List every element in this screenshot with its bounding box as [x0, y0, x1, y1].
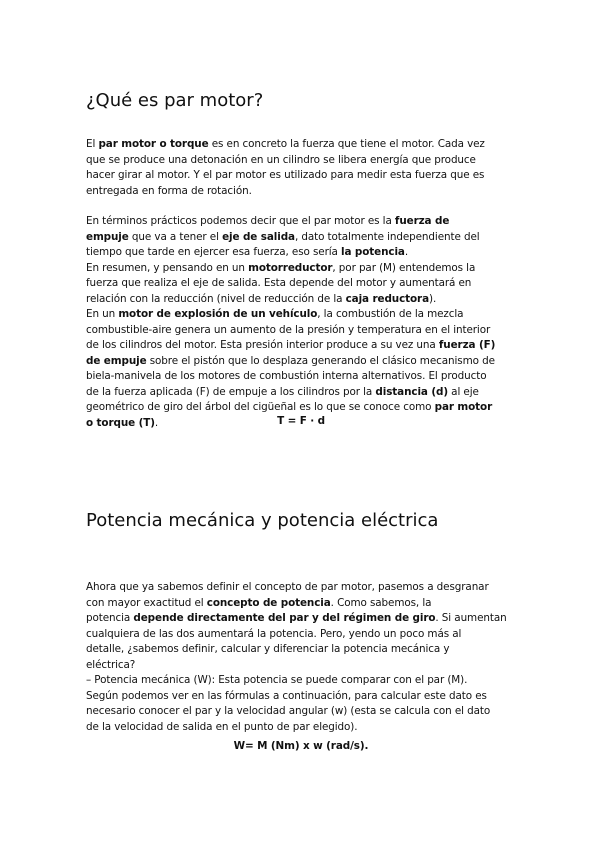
- text-segment: potencia: [86, 612, 134, 624]
- paragraph-par-motor-details: [86, 214, 516, 431]
- bold-text: par motor o torque: [98, 138, 209, 150]
- text-line: [86, 385, 516, 401]
- bold-text: motorreductor: [248, 261, 333, 274]
- text-line: [86, 168, 516, 184]
- text-segment: de la fuerza aplicada (F) de empuje a los cilindros por la: [86, 385, 376, 398]
- text-line: [86, 338, 516, 354]
- text-line: [86, 580, 516, 596]
- text-line: [86, 245, 516, 261]
- text-segment: , por par (M) entendemos la: [332, 261, 476, 274]
- text-line: [86, 611, 516, 627]
- text-segment: ).: [428, 292, 437, 305]
- text-line: [86, 673, 516, 689]
- bold-text: fuerza de: [394, 215, 450, 227]
- text-segment: En términos prácticos podemos decir que el par motor es la: [86, 215, 395, 227]
- text-segment: que va a tener el: [128, 230, 223, 243]
- text-segment: entregada en forma de rotación.: [86, 184, 252, 197]
- text-segment: con mayor exactitud el: [86, 596, 207, 609]
- bold-text: concepto de potencia: [206, 596, 331, 609]
- bold-text: de empuje: [86, 354, 147, 367]
- text-segment: cualquiera de las dos aumentará la potencia. Pero, yendo un poco más al: [86, 627, 462, 640]
- text-segment: .: [404, 246, 409, 258]
- bold-text: depende directamente del par y del régimen de giro: [133, 612, 436, 624]
- text-segment: que se produce una detonación en un cilindro se libera energía que produce: [86, 153, 476, 166]
- text-segment: eléctrica?: [86, 658, 136, 671]
- text-line: [86, 292, 516, 308]
- text-segment: al eje: [447, 385, 479, 398]
- text-segment: , la combustión de la mezcla: [317, 308, 464, 320]
- bold-text: o torque (T): [86, 416, 155, 429]
- text-line: [86, 153, 516, 169]
- text-line: [86, 642, 516, 658]
- text-segment: hacer girar al motor. Y el par motor es utilizado para medir esta fuerza que es: [86, 169, 485, 181]
- bold-text: eje de salida: [222, 230, 295, 243]
- formula-torque: T = F · d: [277, 415, 325, 427]
- paragraph-par-motor-definition: [86, 137, 516, 199]
- bold-text: par motor: [434, 401, 493, 413]
- section-title-par-motor: ¿Qué es par motor?: [86, 90, 264, 111]
- text-line: [86, 230, 516, 246]
- section-title-potencia: Potencia mecánica y potencia eléctrica: [86, 510, 439, 531]
- text-segment: de la velocidad de salida en el punto de par elegido).: [86, 720, 358, 733]
- text-segment: de los cilindros del motor. Esta presión interior produce a su vez una: [86, 339, 439, 351]
- text-segment: geométrico de giro del árbol del cigüeñal es lo que se conoce como: [86, 401, 435, 413]
- bold-text: caja reductora: [345, 292, 429, 305]
- text-line: [86, 704, 516, 720]
- formula-power: W= M (Nm) x w (rad/s).: [233, 740, 369, 752]
- text-segment: biela-manivela de los motores de combustión interna alternativos. El producto: [86, 370, 487, 382]
- text-line: [86, 184, 516, 200]
- text-segment: combustible-aire genera un aumento de la presión y temperatura en el interior: [86, 323, 491, 336]
- text-line: [86, 354, 516, 370]
- text-line: [86, 596, 516, 612]
- text-line: [86, 369, 516, 385]
- text-segment: detalle, ¿sabemos definir, calcular y diferenciar la potencia mecánica y: [86, 643, 450, 655]
- bold-text: motor de explosión de un vehículo: [118, 308, 318, 320]
- paragraph-potencia: [86, 580, 516, 735]
- text-segment: . Como sabemos, la: [330, 596, 432, 609]
- text-line: [86, 720, 516, 736]
- text-segment: relación con la reducción (nivel de reducción de la: [86, 292, 346, 305]
- bold-text: la potencia: [341, 246, 405, 258]
- text-segment: necesario conocer el par y la velocidad angular (w) (esta se calcula con el dato: [86, 705, 491, 717]
- text-segment: . Si aumentan: [435, 612, 507, 624]
- text-segment: El: [86, 138, 99, 150]
- text-segment: fuerza que realiza el eje de salida. Esta depende del motor y aumentará en: [86, 277, 472, 289]
- text-line: [86, 323, 516, 339]
- text-segment: – Potencia mecánica (W): Esta potencia se puede comparar con el par (M).: [86, 674, 468, 686]
- text-segment: En un: [86, 308, 119, 320]
- text-segment: En resumen, y pensando en un: [86, 261, 249, 274]
- bold-text: distancia (d): [375, 385, 448, 398]
- text-line: [86, 276, 516, 292]
- text-segment: es en concreto la fuerza que tiene el motor. Cada vez: [208, 138, 485, 150]
- text-line: [86, 627, 516, 643]
- text-segment: Según podemos ver en las fórmulas a continuación, para calcular este dato es: [86, 689, 487, 702]
- text-segment: , dato totalmente independiente del: [294, 230, 480, 243]
- text-line: [86, 137, 516, 153]
- bold-text: fuerza (F): [438, 339, 496, 351]
- text-line: [86, 214, 516, 230]
- text-line: [86, 261, 516, 277]
- text-segment: tiempo que tarde en ejercer esa fuerza, eso sería: [86, 246, 342, 258]
- bold-text: empuje: [86, 230, 129, 243]
- text-segment: sobre el pistón que lo desplaza generando el clásico mecanismo de: [146, 354, 495, 367]
- text-line: [86, 658, 516, 674]
- text-line: [86, 689, 516, 705]
- text-segment: .: [154, 416, 159, 429]
- text-segment: Ahora que ya sabemos definir el concepto de par motor, pasemos a desgranar: [86, 581, 489, 593]
- text-line: [86, 307, 516, 323]
